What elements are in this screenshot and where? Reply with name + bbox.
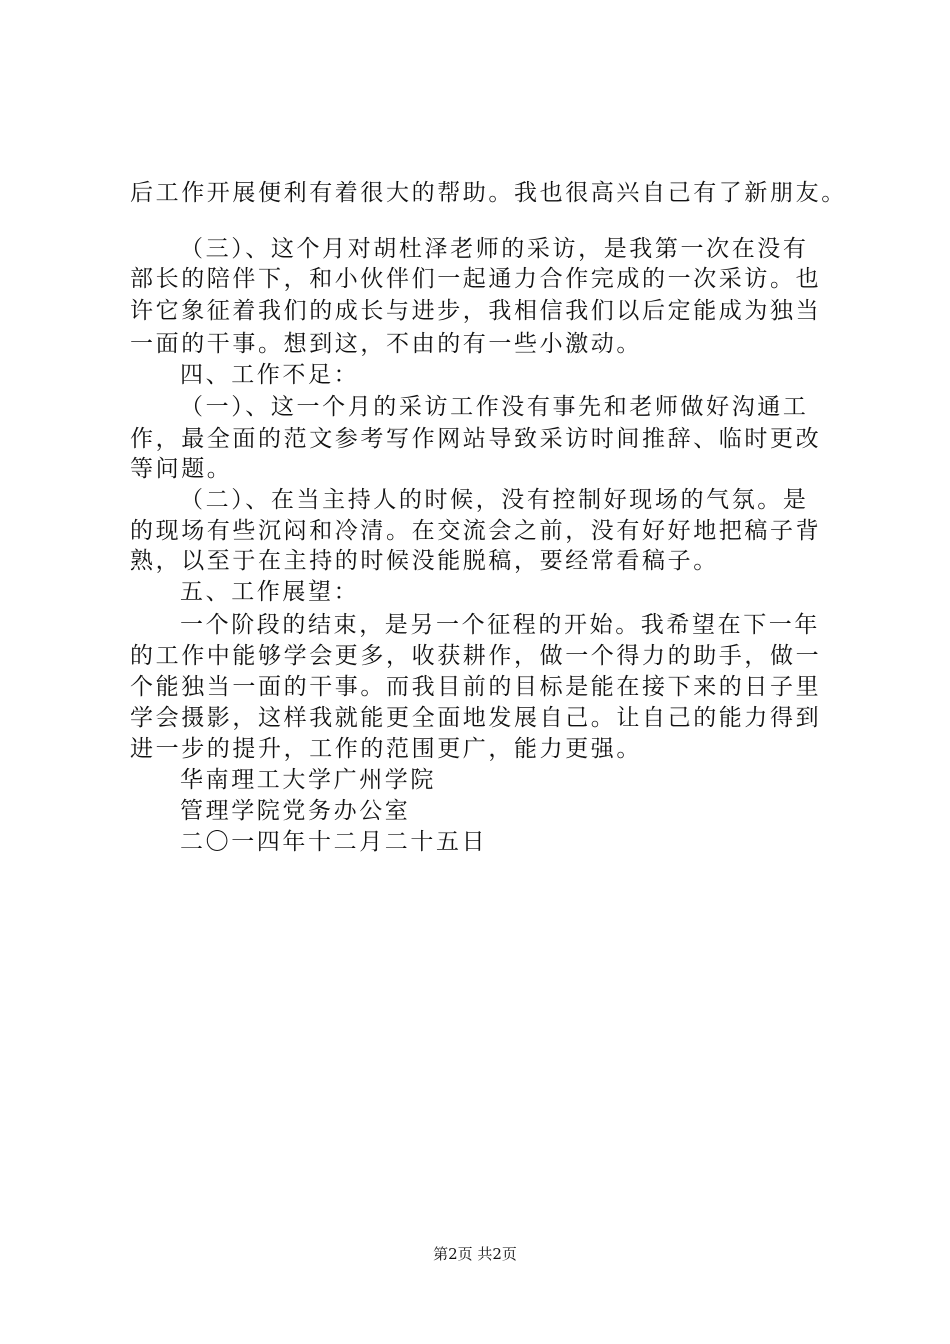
text-line: 的工作中能够学会更多，收获耕作，做一个得力的助手，做一 xyxy=(130,643,822,669)
signature-organization: 华南理工大学广州学院 xyxy=(180,767,436,793)
text-line: 等问题。 xyxy=(130,456,233,482)
text-line: 一面的干事。想到这，不由的有一些小激动。 xyxy=(130,331,642,357)
text-line: 个能独当一面的干事。而我目前的目标是能在接下来的日子里 xyxy=(130,674,822,700)
text-line: 部长的陪伴下，和小伙伴们一起通力合作完成的一次采访。也 xyxy=(130,266,822,292)
text-line: 作，最全面的范文参考写作网站导致采访时间推辞、临时更改 xyxy=(130,426,822,452)
text-line: 进一步的提升，工作的范围更广，能力更强。 xyxy=(130,736,642,762)
text-line: 后工作开展便利有着很大的帮助。我也很高兴自己有了新朋友。 xyxy=(130,180,847,206)
signature-office: 管理学院党务办公室 xyxy=(180,798,411,824)
text-line: 许它象征着我们的成长与进步，我相信我们以后定能成为独当 xyxy=(130,298,822,324)
text-line: 一个阶段的结束，是另一个征程的开始。我希望在下一年 xyxy=(180,612,820,638)
text-line: （二）、在当主持人的时候，没有控制好现场的气氛。是 xyxy=(180,487,809,513)
signature-date: 二〇一四年十二月二十五日 xyxy=(180,829,488,855)
text-line: 的现场有些沉闷和冷清。在交流会之前，没有好好地把稿子背 xyxy=(130,518,822,544)
page-footer: 第2页 共2页 xyxy=(433,1245,517,1263)
text-line: （一）、这一个月的采访工作没有事先和老师做好沟通工 xyxy=(180,394,809,420)
section-heading: 四、工作不足： xyxy=(180,362,360,388)
section-heading: 五、工作展望： xyxy=(180,579,360,605)
text-line: 熟，以至于在主持的时候没能脱稿，要经常看稿子。 xyxy=(130,548,719,574)
text-line: 学会摄影，这样我就能更全面地发展自己。让自己的能力得到 xyxy=(130,705,822,731)
text-line: （三）、这个月对胡杜泽老师的采访，是我第一次在没有 xyxy=(180,236,809,262)
